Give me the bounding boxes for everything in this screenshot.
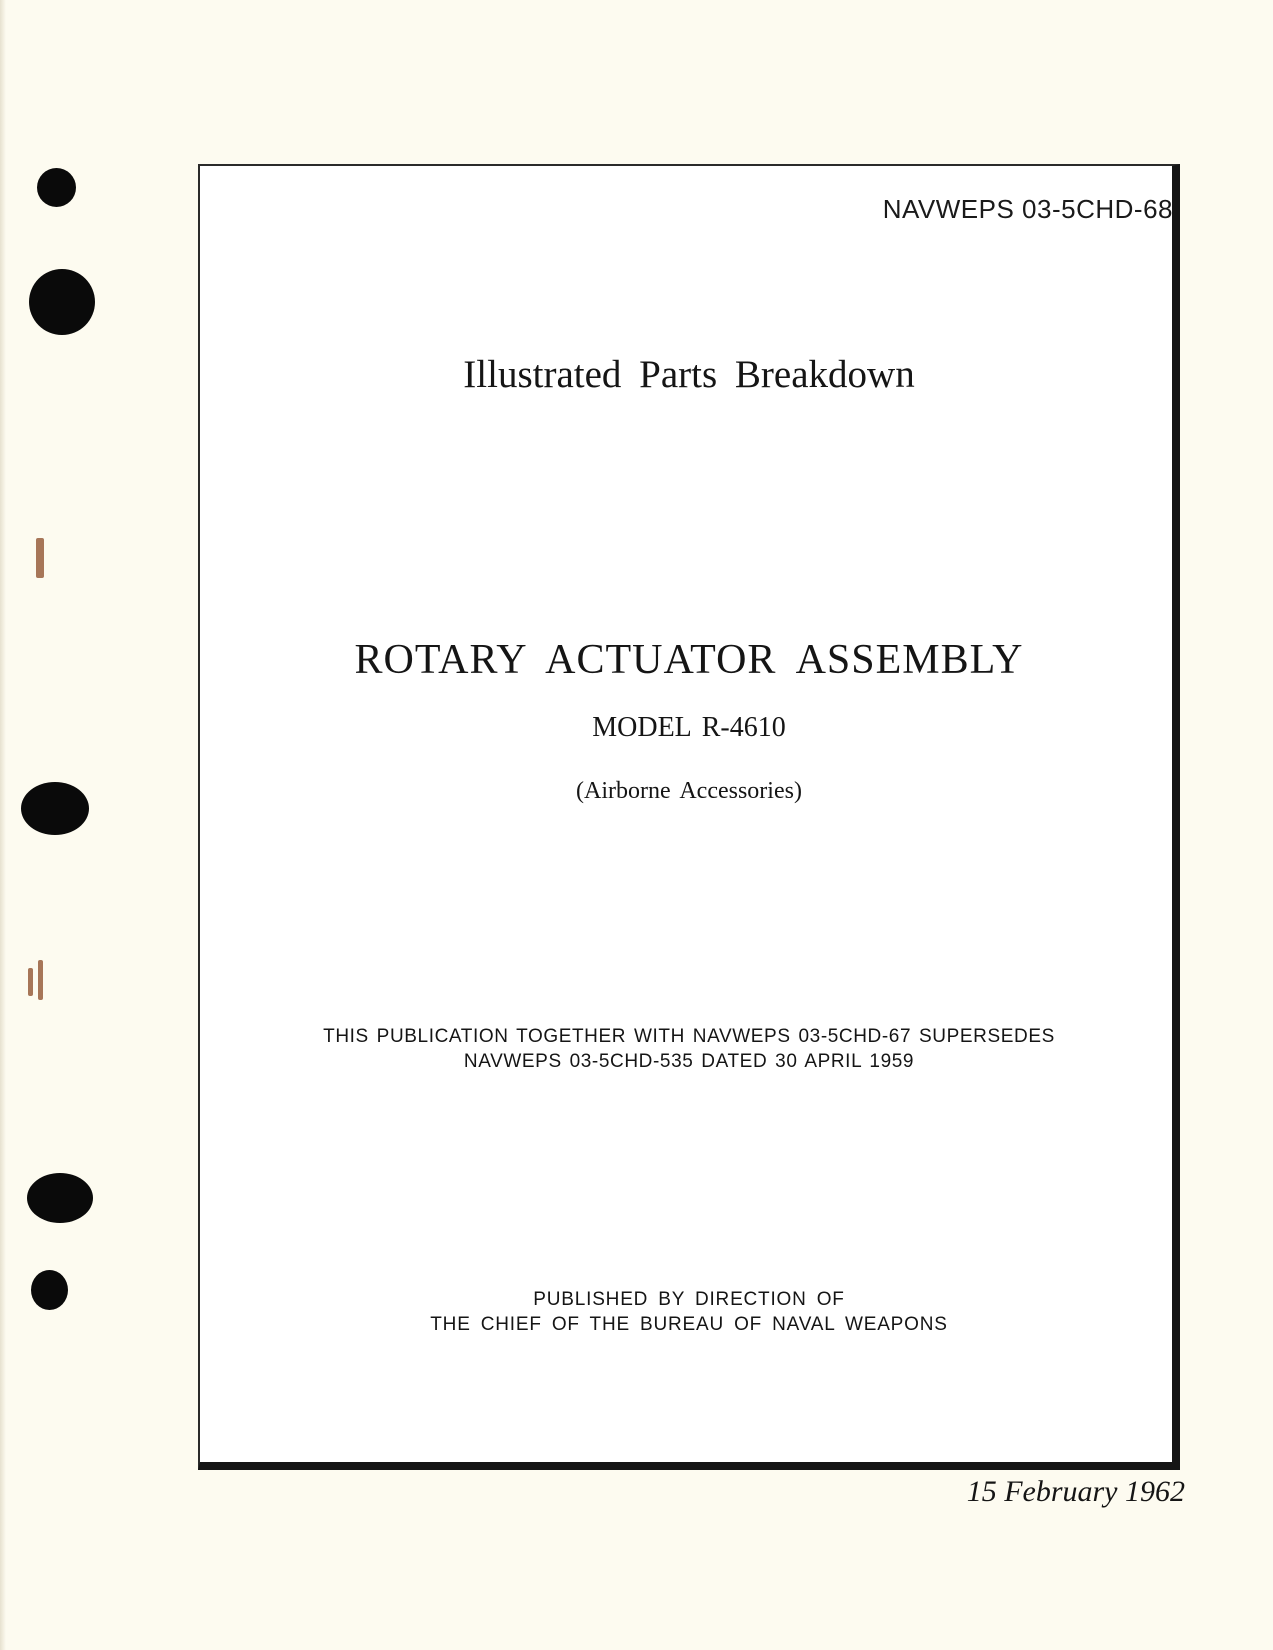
publication-date: 15 February 1962 xyxy=(966,1475,1185,1508)
document-title: ROTARY ACTUATOR ASSEMBLY xyxy=(354,637,1024,683)
manufacturer: (Airborne Accessories) xyxy=(576,778,802,804)
supersedes-line-2: NAVWEPS 03-5CHD-535 DATED 30 APRIL 1959 xyxy=(463,1051,915,1072)
rust-stain xyxy=(38,960,43,1000)
publisher-line-1: PUBLISHED BY DIRECTION OF xyxy=(533,1289,845,1310)
model-number: MODEL R-4610 xyxy=(592,712,786,743)
page-edge xyxy=(0,0,6,1650)
binder-hole xyxy=(21,782,89,835)
series-title: Illustrated Parts Breakdown xyxy=(463,353,915,396)
publisher-line-2: THE CHIEF OF THE BUREAU OF NAVAL WEAPONS xyxy=(430,1314,948,1335)
rust-stain xyxy=(36,538,44,578)
supersedes-notice xyxy=(198,1024,1180,1074)
binder-hole xyxy=(29,269,95,335)
publisher-notice xyxy=(198,1287,1180,1337)
binder-hole xyxy=(37,168,76,207)
binder-hole xyxy=(27,1173,93,1223)
binder-hole xyxy=(31,1270,68,1310)
supersedes-line-1: THIS PUBLICATION TOGETHER WITH NAVWEPS 03-5CHD-67 SUPERSEDES xyxy=(323,1026,1055,1047)
document-number: NAVWEPS 03-5CHD-68 xyxy=(882,194,1173,224)
rust-stain xyxy=(28,968,33,996)
